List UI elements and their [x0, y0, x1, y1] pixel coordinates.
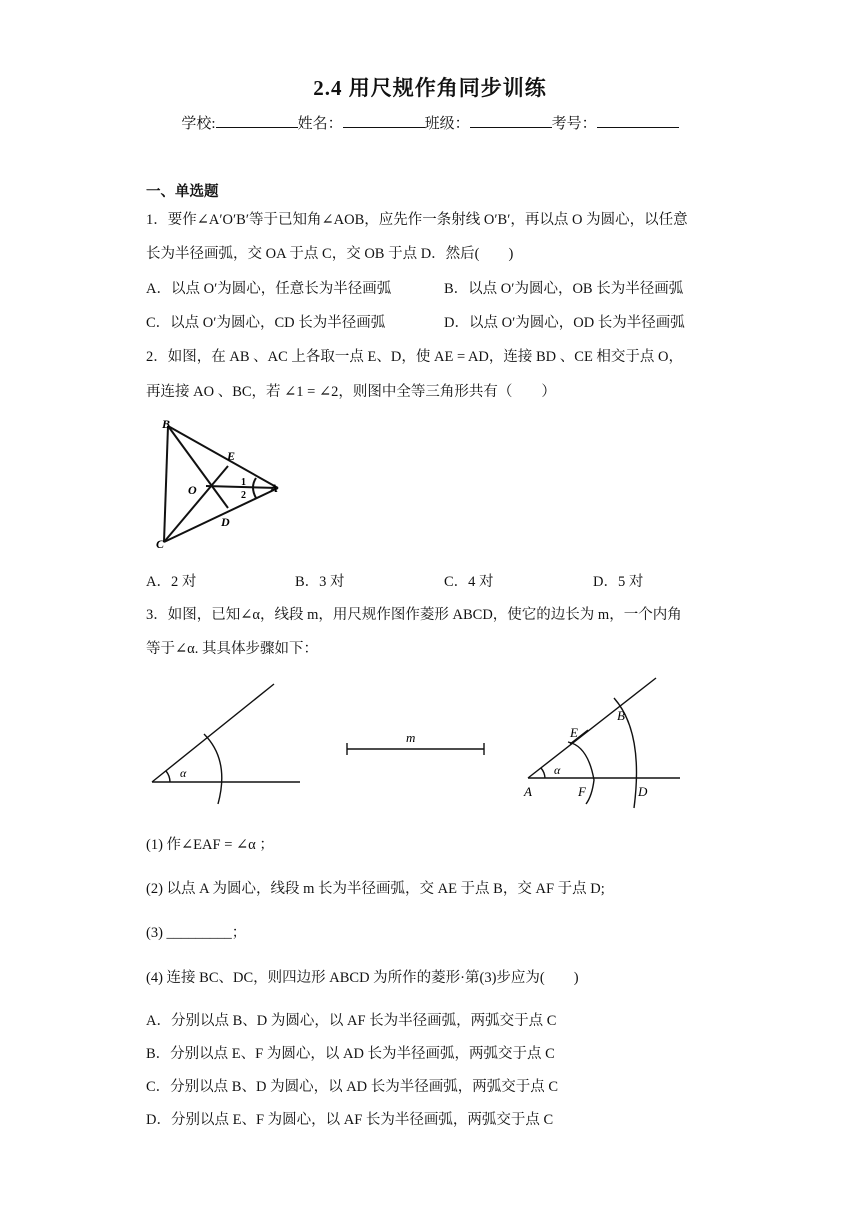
q1-option-b[interactable]: B．以点 O′为圆心，OB 长为半径画弧	[444, 281, 684, 297]
q3-step-4: (4) 连接 BC、DC，则四边形 ABCD 为所作的菱形·第(3)步应为( )	[146, 970, 579, 986]
fig2-label-2: 2	[241, 490, 246, 501]
school-blank[interactable]	[216, 127, 298, 128]
class-blank[interactable]	[470, 127, 552, 128]
student-info-line	[0, 112, 860, 133]
fig3-label-alpha: α	[180, 766, 187, 780]
section-title: 一、单选题	[146, 184, 219, 200]
fig2-label-b: B	[162, 417, 171, 431]
q2-option-b[interactable]: B．3 对	[295, 574, 345, 590]
fig2-label-o: O	[188, 483, 197, 497]
number-blank[interactable]	[597, 127, 679, 128]
fig2-label-a: A	[270, 481, 279, 495]
q1-stem-line2: 长为半径画弧，交 OA 于点 C，交 OB 于点 D．然后( )	[146, 246, 514, 262]
fig3-label-m: m	[406, 730, 416, 745]
q1-option-d[interactable]: D．以点 O′为圆心，OD 长为半径画弧	[444, 315, 685, 331]
class-label: 班级：	[424, 116, 470, 132]
q2-stem-line1: 2．如图，在 AB 、AC 上各取一点 E、D，使 AE = AD，连接 BD 、CE 相交于点 O，	[146, 349, 684, 365]
fig3-label-a: A	[524, 784, 532, 799]
q3-option-d[interactable]: D．分别以点 E、F 为圆心，以 AF 长为半径画弧，两弧交于点 C	[146, 1112, 554, 1128]
q3-step-2: (2) 以点 A 为圆心，线段 m 长为半径画弧，交 AE 于点 B，交 AF 于点 D;	[146, 881, 605, 897]
q3-construction-figures	[140, 672, 700, 817]
fig2-label-c: C	[156, 537, 165, 551]
number-label: 考号：	[551, 116, 597, 132]
school-label: 学校:	[181, 116, 216, 132]
fig2-label-e: E	[227, 449, 236, 463]
q3-option-c[interactable]: C．分别以点 B、D 为圆心，以 AD 长为半径画弧，两弧交于点 C	[146, 1079, 559, 1095]
q3-stem-line2: 等于∠α. 其具体步骤如下：	[146, 641, 318, 657]
q2-triangle-figure	[150, 412, 290, 562]
q2-stem-line2: 再连接 AO 、BC，若 ∠1 = ∠2，则图中全等三角形共有（ ）	[146, 384, 556, 400]
q1-option-c[interactable]: C．以点 O′为圆心，CD 长为半径画弧	[146, 315, 386, 331]
fig3-label-f: F	[578, 784, 586, 799]
name-label: 姓名：	[297, 116, 343, 132]
fig2-label-d: D	[221, 515, 230, 529]
q1-option-a[interactable]: A．以点 O′为圆心，任意长为半径画弧	[146, 281, 392, 297]
q2-option-c[interactable]: C．4 对	[444, 574, 494, 590]
q3-option-a[interactable]: A．分别以点 B、D 为圆心，以 AF 长为半径画弧，两弧交于点 C	[146, 1013, 557, 1029]
q3-step-3[interactable]: (3) _________；	[146, 925, 247, 941]
q2-option-d[interactable]: D．5 对	[593, 574, 644, 590]
q2-option-a[interactable]: A．2 对	[146, 574, 197, 590]
fig3-label-b: B	[617, 708, 625, 723]
fig3-label-alpha-2: α	[554, 763, 561, 777]
name-blank[interactable]	[343, 127, 425, 128]
q1-stem-line1: 1．要作∠A′O′B′等于已知角∠AOB，应先作一条射线 O′B′，再以点 O 为圆心，以任意	[146, 212, 688, 228]
q3-option-b[interactable]: B．分别以点 E、F 为圆心，以 AD 长为半径画弧，两弧交于点 C	[146, 1046, 555, 1062]
fig3-label-d: D	[638, 784, 648, 799]
q3-step-1: (1) 作∠EAF = ∠α ；	[146, 837, 274, 853]
fig3-label-e: E	[570, 725, 578, 740]
page-title: 2.4 用尺规作角同步训练	[313, 76, 547, 100]
fig2-label-1: 1	[241, 477, 246, 488]
q3-stem-line1: 3．如图，已知∠α，线段 m，用尺规作图作菱形 ABCD，使它的边长为 m，一个内角	[146, 607, 682, 623]
